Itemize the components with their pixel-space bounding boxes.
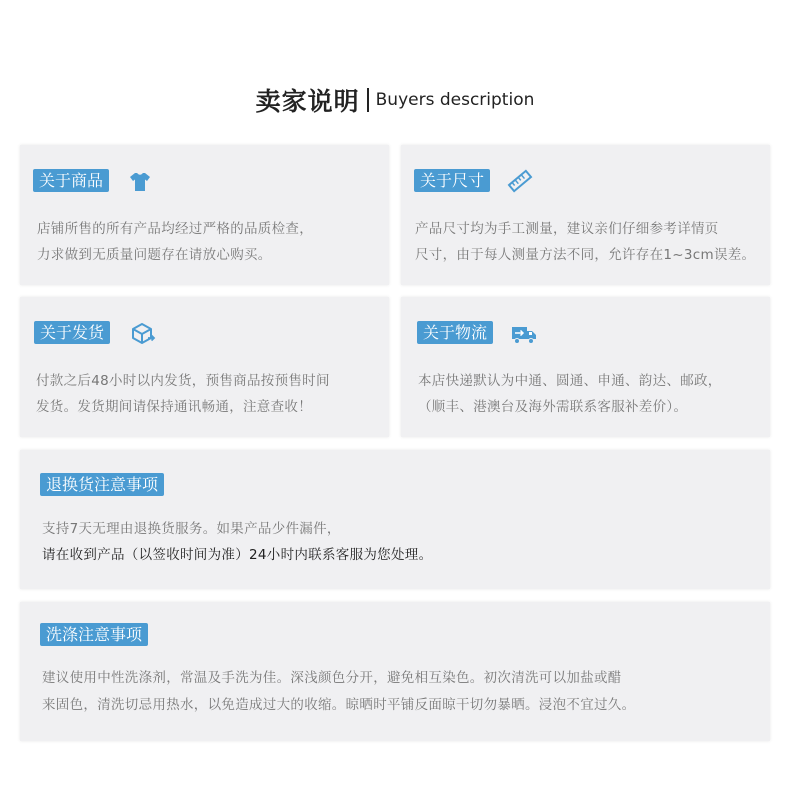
title-divider [367, 88, 369, 112]
tag-returns: 退换货注意事项 [40, 473, 164, 496]
card-logistics [401, 297, 770, 437]
logistics-line-1: 本店快递默认为中通、圆通、申通、韵达、邮政， [418, 373, 722, 389]
page-title [0, 82, 790, 118]
card-shipping [20, 297, 389, 437]
returns-line-1: 支持7天无理由退换货服务。如果产品少件漏件， [42, 521, 341, 537]
ruler-icon [507, 169, 533, 193]
tag-product: 关于商品 [33, 169, 109, 192]
product-line-2: 力求做到无质量问题存在请放心购买。 [37, 247, 272, 263]
shipping-line-2: 发货。发货期间请保持通讯畅通，注意查收！ [36, 399, 312, 415]
card-product [20, 145, 389, 285]
tshirt-icon [127, 170, 153, 194]
truck-icon [511, 322, 537, 346]
title-cn: 卖家说明 [255, 87, 360, 116]
washing-line-1: 建议使用中性洗涤剂，常温及手洗为佳。深浅颜色分开，避免相互染色。初次清洗可以加盐或醋 [42, 670, 622, 686]
card-size [401, 145, 770, 285]
size-line-2: 尺寸，由于每人测量方法不同，允许存在1~3cm误差。 [415, 247, 756, 263]
returns-line-2: 请在收到产品（以签收时间为准）24小时内联系客服为您处理。 [42, 547, 433, 563]
tag-washing: 洗涤注意事项 [40, 623, 148, 646]
tag-shipping: 关于发货 [34, 321, 110, 344]
tag-logistics: 关于物流 [417, 321, 493, 344]
card-washing [20, 602, 770, 741]
shipping-line-1: 付款之后48小时以内发货，预售商品按预售时间 [36, 373, 330, 389]
title-en: Buyers description [375, 90, 535, 110]
size-line-1: 产品尺寸均为手工测量，建议亲们仔细参考详情页 [415, 221, 719, 237]
card-returns [20, 450, 770, 589]
logistics-line-2: （顺丰、港澳台及海外需联系客服补差价）。 [418, 399, 688, 415]
product-line-1: 店铺所售的所有产品均经过严格的品质检查， [37, 221, 313, 237]
washing-line-2: 来固色，清洗切忌用热水，以免造成过大的收缩。晾晒时平铺反面晾干切勿暴晒。浸泡不宜过久。 [42, 697, 636, 713]
package-icon [130, 321, 156, 345]
tag-size: 关于尺寸 [414, 169, 490, 192]
